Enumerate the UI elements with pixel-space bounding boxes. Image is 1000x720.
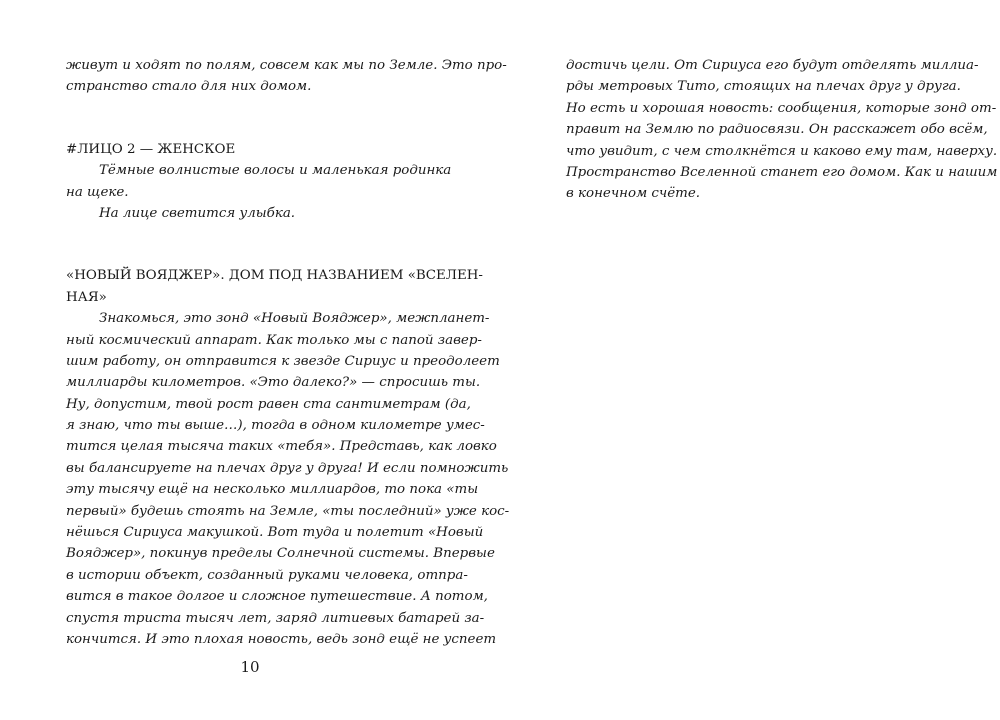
text-line: вится в такое долгое и сложное путешествие. А потом, — [66, 589, 488, 605]
paragraph — [566, 55, 998, 205]
text-line: нёшься Сириуса макушкой. Вот туда и полетит «Новый — [66, 525, 484, 541]
text-line: миллиарды километров. «Это далеко?» — спросишь ты. — [66, 375, 481, 391]
text-line: что увидит, с чем столкнётся и каково ему там, наверху. — [566, 143, 998, 159]
text-line: живут и ходят по полям, совсем как мы по Земле. Это про- — [66, 58, 507, 73]
text-line: На лице светится улыбка. — [99, 205, 296, 221]
text-line: Но есть и хорошая новость: сообщения, которые зонд от- — [566, 100, 997, 116]
text-line: я знаю, что ты выше…), тогда в одном километре умес- — [66, 418, 485, 434]
text-line: рды метровых Тито, стоящих на плечах друг у друга. — [566, 79, 961, 95]
text-line: кончится. И это плохая новость, ведь зонд ещё не успеет — [66, 631, 497, 647]
right-page-text-column — [566, 55, 998, 205]
text-line: Ну, допустим, твой рост равен ста сантиметрам (да, — [66, 396, 471, 412]
paragraph — [66, 160, 452, 203]
left-page-text-column — [66, 55, 510, 650]
paragraph — [66, 203, 436, 224]
block-spacer — [66, 224, 436, 265]
text-line: первый» будешь стоять на Земле, «ты последний» уже кос- — [66, 503, 510, 519]
right-page — [500, 0, 1000, 720]
heading-line: #ЛИЦО 2 — ЖЕНСКОЕ — [66, 141, 236, 157]
text-line: в конечном счёте. — [566, 186, 701, 202]
section-heading — [66, 139, 436, 160]
text-line: Вояджер», покинув пределы Солнечной системы. Впервые — [66, 546, 495, 562]
block-spacer — [66, 98, 436, 139]
text-line: тится целая тысяча таких «тебя». Представь, как ловко — [66, 439, 497, 455]
text-line: эту тысячу ещё на несколько миллиардов, то пока «ты — [66, 482, 479, 498]
heading-line: «НОВЫЙ ВОЯДЖЕР». ДОМ ПОД НАЗВАНИЕМ «ВСЕЛЕН- — [66, 268, 483, 284]
text-line: спустя триста тысяч лет, заряд литиевых батарей за- — [66, 610, 485, 626]
text-line: Тёмные волнистые волосы и маленькая родинка — [99, 163, 452, 179]
text-line: странство стало для них домом. — [66, 79, 312, 95]
heading-line: НАЯ» — [66, 289, 107, 305]
text-line: в истории объект, созданный руками человека, отпра- — [66, 567, 468, 583]
text-line: правит на Землю по радиосвязи. Он расскажет обо всём, — [566, 122, 988, 138]
text-line: Знакомься, это зонд «Новый Вояджер», межпланет- — [99, 311, 490, 327]
section-heading — [66, 265, 483, 308]
text-line: достичь цели. От Сириуса его будут отделять миллиа- — [566, 58, 979, 73]
text-line: вы балансируете на плечах друг у друга! И если помножить — [66, 460, 509, 476]
text-line: на щеке. — [66, 184, 129, 200]
text-line: Пространство Вселенной станет его домом. Как и нашим — [566, 164, 998, 180]
text-line: шим работу, он отправится к звезде Сириус и преодолеет — [66, 353, 500, 369]
text-line: ный космический аппарат. Как только мы с папой завер- — [66, 332, 482, 348]
page-number: 10 — [240, 658, 260, 676]
paragraph — [66, 55, 507, 98]
paragraph — [66, 308, 510, 650]
